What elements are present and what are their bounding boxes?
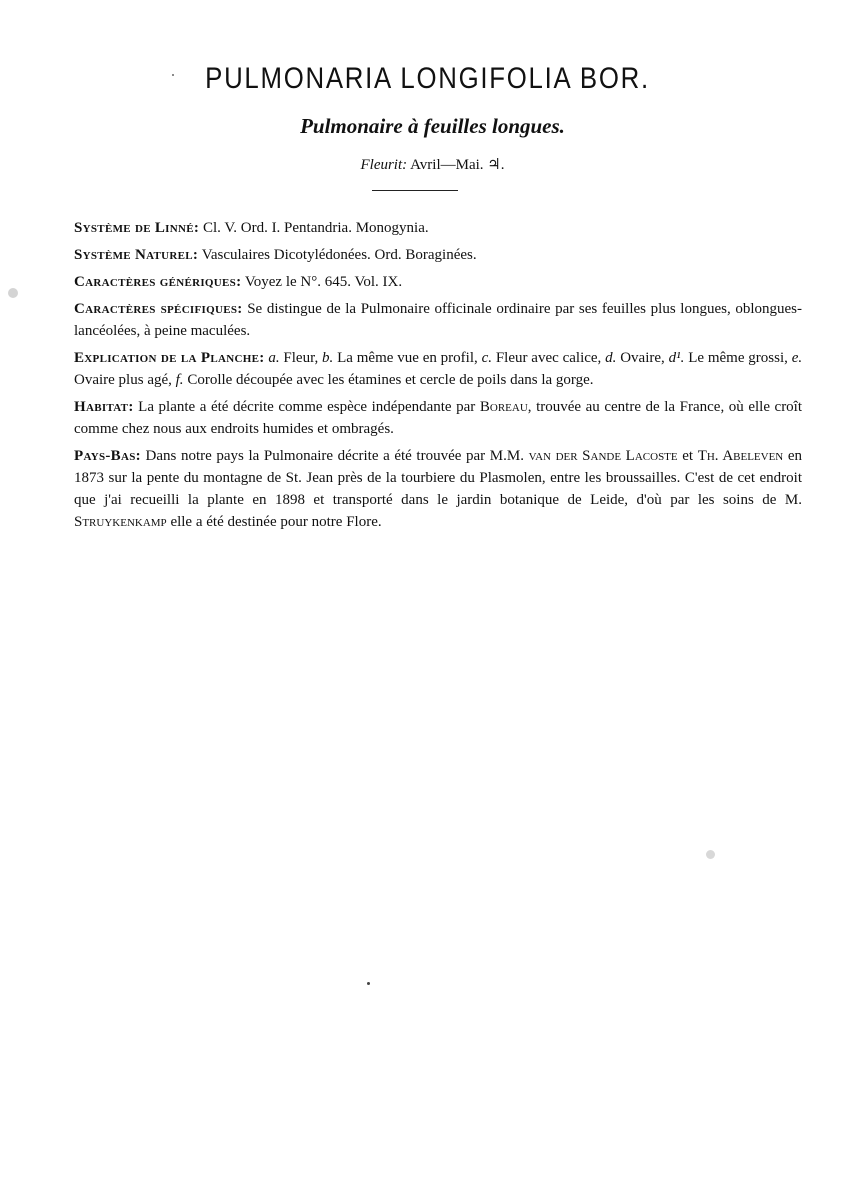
paper-speck — [172, 74, 174, 76]
paper-speck — [8, 288, 18, 298]
figure-key: d¹. — [668, 350, 685, 366]
section-text: Voyez le N°. 645. Vol. IX. — [244, 274, 403, 290]
flowering-line — [0, 155, 855, 174]
section-label: Caractères spécifiques: — [74, 301, 243, 317]
figure-text: Fleur avec calice, — [495, 350, 602, 366]
figure-key: f. — [175, 372, 184, 388]
section-text: Dans notre pays la Pulmonaire décrite a été trouvée par M.M. — [145, 448, 524, 464]
figure-text: Ovaire, — [620, 350, 665, 366]
figure-text: Ovaire plus agé, — [74, 372, 172, 388]
figure-text: Corolle découpée avec les étamines et cercle de poils dans la gorge. — [187, 372, 594, 388]
section-label: Système de Linné: — [74, 220, 200, 236]
section-habitat — [54, 396, 802, 440]
paper-speck — [367, 982, 370, 985]
section-generiques — [54, 271, 802, 293]
figure-key: a. — [268, 350, 280, 366]
flowering-value: Avril—Mai. ♃. — [410, 157, 505, 173]
section-text: Vasculaires Dicotylédonées. Ord. Boraginées. — [201, 247, 477, 263]
figure-text: Fleur, — [283, 350, 319, 366]
figure-text: La même vue en profil, — [337, 350, 478, 366]
section-text: et — [682, 448, 694, 464]
section-linne — [54, 217, 802, 239]
section-explication — [54, 347, 802, 391]
section-pays-bas — [54, 445, 802, 533]
section-text: trouvée au centre de la France, où elle croît comme chez nous aux endroits humides et ombragés. — [74, 399, 803, 437]
flowering-label: Fleurit: — [360, 157, 408, 173]
section-label: Habitat: — [74, 399, 134, 415]
paper-speck — [706, 850, 715, 859]
section-text: en 1873 sur la pente du montagne de St. Jean près de la tourbiere du Plasmolen, entre les broussailles. C'est de cet endroit que j'ai recueilli la plante en 1898 et transporté dans le jardin botanique de Leide, d'où par les soins de M. — [74, 448, 803, 508]
section-label: Caractères génériques: — [74, 274, 242, 290]
author-name: Boreau, — [479, 399, 532, 415]
page-title: PULMONARIA LONGIFOLIA BOR. — [205, 62, 650, 95]
section-text: elle a été destinée pour notre Flore. — [170, 514, 382, 530]
section-specifiques — [54, 298, 802, 342]
section-text: Cl. V. Ord. I. Pentandria. Monogynia. — [202, 220, 429, 236]
figure-key: c. — [481, 350, 492, 366]
section-label: Système Naturel: — [74, 247, 199, 263]
person-name: Th. Abeleven — [697, 448, 784, 464]
section-label: Pays-Bas: — [74, 448, 141, 464]
section-label: Explication de la Planche: — [74, 350, 265, 366]
person-name: van der Sande Lacoste — [528, 448, 678, 464]
figure-key: b. — [322, 350, 334, 366]
section-text: Se distingue de la Pulmonaire officinale ordinaire par ses feuilles plus longues, oblongues-lancéolées, à peine maculées. — [74, 301, 802, 339]
figure-text: Le même grossi, — [688, 350, 788, 366]
divider-rule — [372, 190, 458, 191]
page-subtitle: Pulmonaire à feuilles longues. — [300, 114, 565, 138]
figure-key: d. — [605, 350, 617, 366]
person-name: Struykenkamp — [74, 514, 167, 530]
document-body — [54, 217, 802, 538]
section-naturel — [54, 244, 802, 266]
figure-key: e. — [791, 350, 803, 366]
section-text: La plante a été décrite comme espèce indépendante par — [138, 399, 476, 415]
